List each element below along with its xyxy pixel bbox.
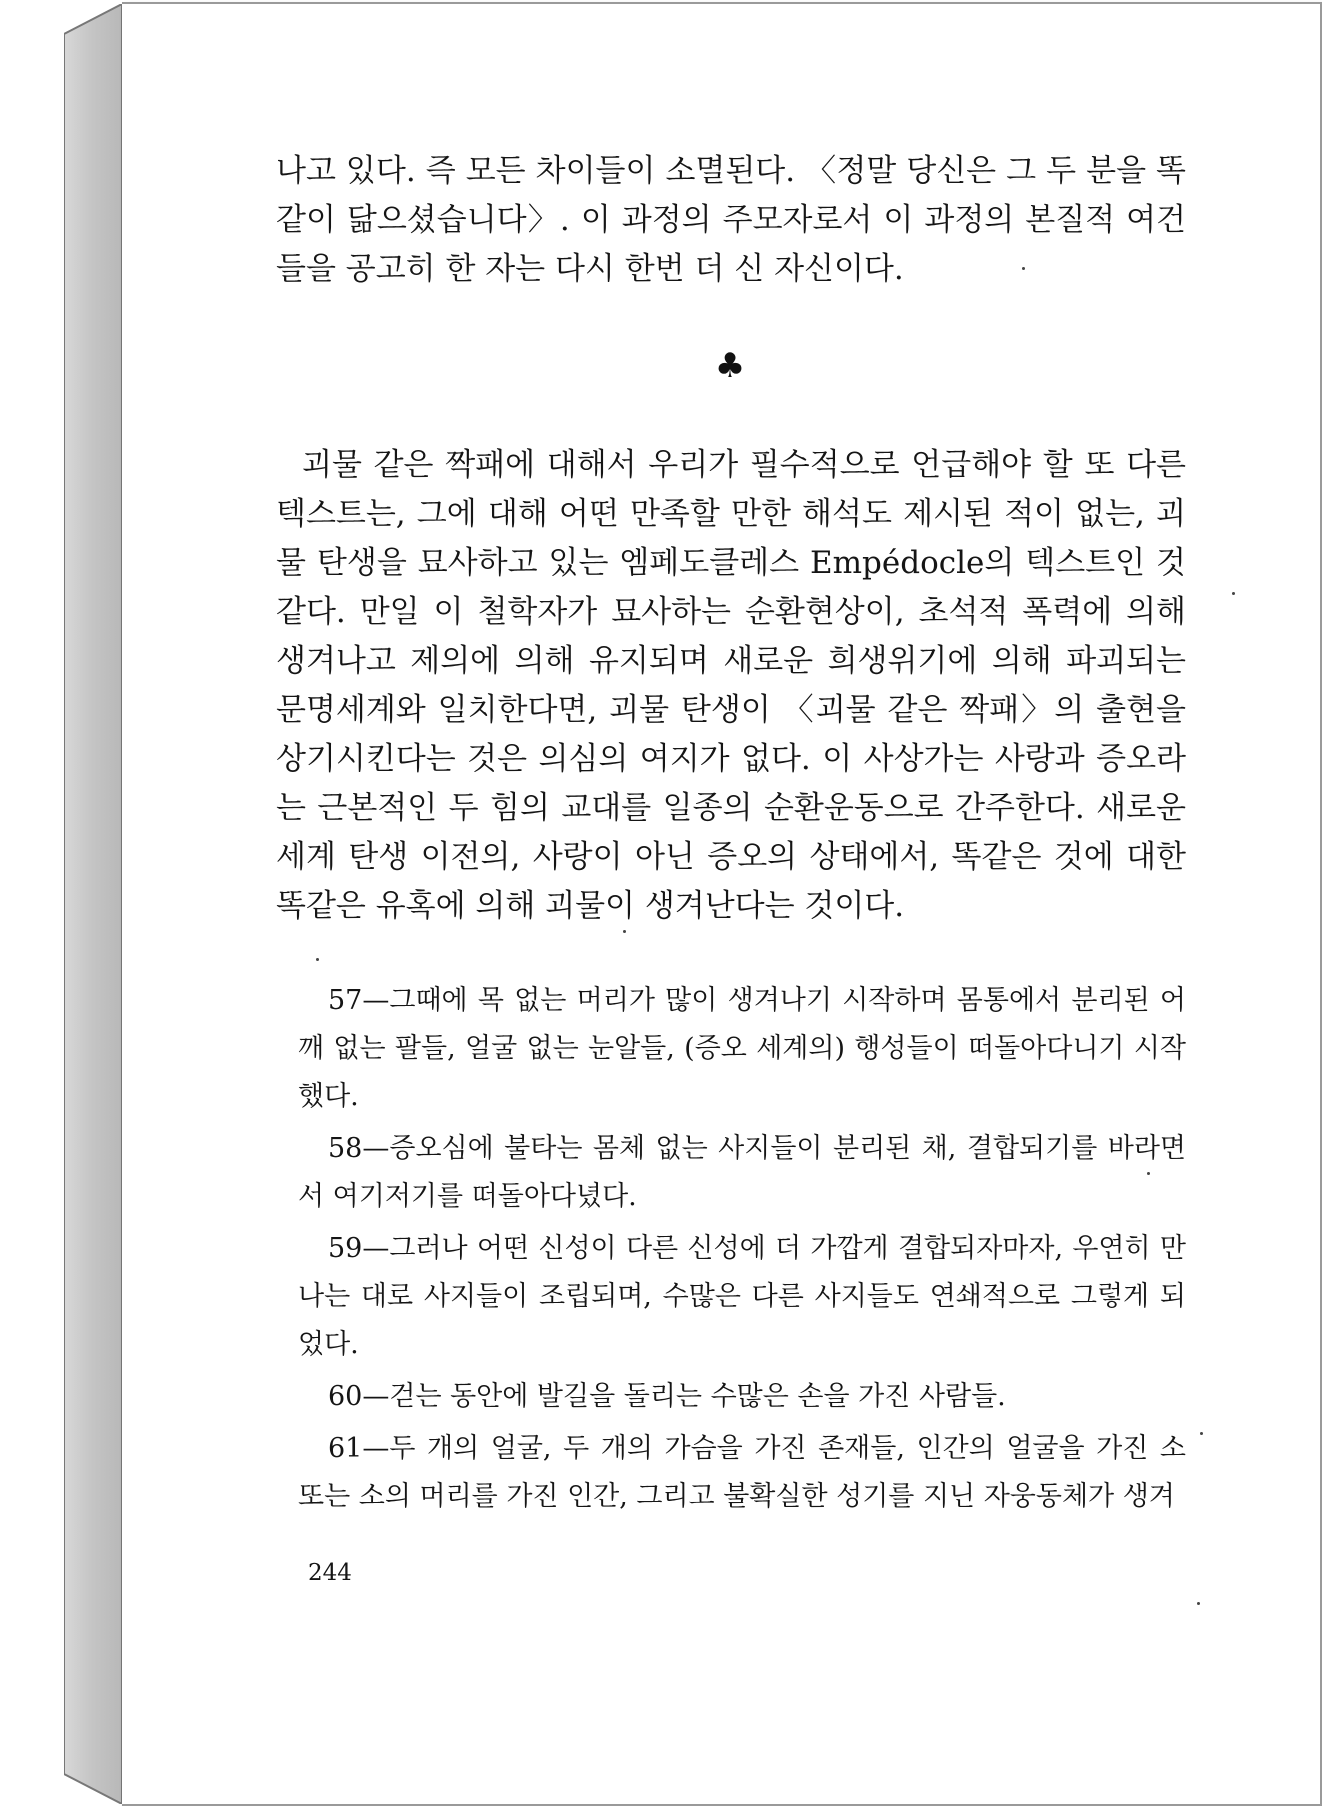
scan-speck [1232,592,1235,595]
book-spine-edge [64,4,124,1804]
scan-speck [1022,267,1025,270]
scan-speck [623,930,626,933]
page-number: 244 [308,1560,352,1586]
quote-61: 61—두 개의 얼굴, 두 개의 가슴을 가진 존재들, 인간의 얼굴을 가진 소 또는 소의 머리를 가진 인간, 그리고 불확실한 성기를 지닌 자웅동체가 생겨 [298,1433,1186,1512]
quote-60: 60—걷는 동안에 발길을 돌리는 수많은 손을 가진 사람들. [328,1381,1006,1412]
quote-57: 57—그때에 목 없는 머리가 많이 생겨나기 시작하며 몸통에서 분리된 어깨 없는 팔들, 얼굴 없는 눈알들, (증오 세계의) 행성들이 떠돌아다니기 시작했다. [298,985,1186,1112]
scan-speck [1147,1172,1150,1175]
scan-speck [1197,1602,1200,1605]
quotation-block [298,977,1186,1525]
club-ornament-icon: ♣ [714,346,746,386]
paragraph-empedocles: 괴물 같은 짝패에 대해서 우리가 필수적으로 언급해야 할 또 다른 텍스트는, 그에 대해 어떤 만족할 만한 해석도 제시된 적이 없는, 괴물 탄생을 묘사하고 있는 엠페도클레스 Empédocle의 텍스트인 것 같다. 만일 이 철학자가 묘사하는 순환현상이, 초석적 폭력에 의해 생겨나고 제의에 의해 유지되며 새로운 희생위기에 의해 파괴되는 문명세계와 일치한다면, 괴물 탄생이 〈괴물 같은 짝패〉의 출현을 상기시킨다는 것은 의심의 여지가 없다. 이 사상가는 사랑과 증오라는 근본적인 두 힘의 교대를 일종의 순환운동으로 간주한다. 새로운 세계 탄생 이전의, 사랑이 아닌 증오의 상태에서, 똑같은 것에 대한 똑같은 유혹에 의해 괴물이 생겨난다는 것이다. [276,447,1186,924]
scan-speck [316,958,319,961]
quote-58: 58—증오심에 불타는 몸체 없는 사지들이 분리된 채, 결합되기를 바라면서 여기저기를 떠돌아다녔다. [298,1133,1186,1212]
paragraph-continued: 나고 있다. 즉 모든 차이들이 소멸된다. 〈정말 당신은 그 두 분을 똑같이 닮으셨습니다〉. 이 과정의 주모자로서 이 과정의 본질적 여건들을 공고히 한 자는 다시 한번 더 신 자신이다. [276,153,1186,287]
scan-speck [1200,1432,1203,1435]
quote-59: 59—그러나 어떤 신성이 다른 신성에 더 가깝게 결합되자마자, 우연히 만나는 대로 사지들이 조립되며, 수많은 다른 사지들도 연쇄적으로 그렇게 되었다. [298,1233,1186,1360]
